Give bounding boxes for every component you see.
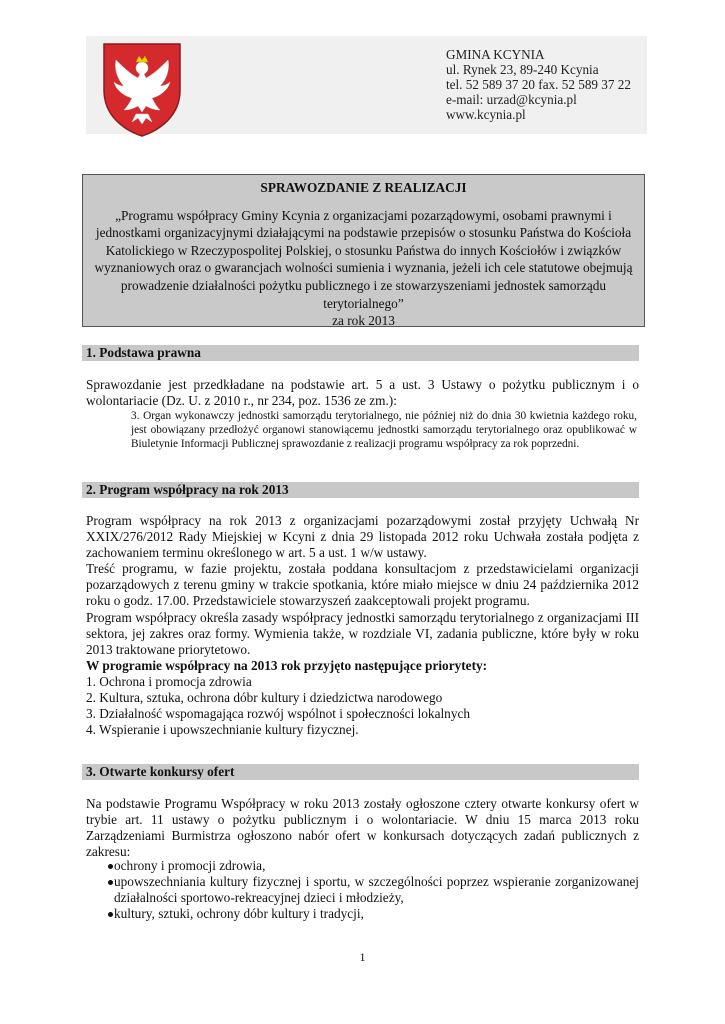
phone-fax: tel. 52 589 37 20 fax. 52 589 37 22 <box>446 77 631 92</box>
section-2-paragraph-1: Program współpracy na rok 2013 z organizacjami pozarządowymi został przyjęty Uchwałą Nr XXIX/276/2012 Rady Miejskiej w Kcyni z dnia 29 listopada 2012 roku Uchwała została podjęta z zachowaniem terminu określonego w art. 5 a ust. 1 w/w ustawy. <box>86 513 639 561</box>
section-3-paragraph-1: Na podstawie Programu Współpracy w roku 2013 zostały ogłoszone cztery otwarte konkursy ofert w trybie art. 11 ustawy o pożytku publicznym i o wolontariacie. W dniu 15 marca 2013 roku Zarządzeniami Burmistrza ogłoszono nabór ofert w konkursach dotyczących zadań publicznych z zakresu: <box>86 796 639 860</box>
section-2-heading: 2. Program współpracy na rok 2013 <box>82 482 639 498</box>
section-2-paragraph-3: Program współpracy określa zasady współpracy jednostki samorządu terytorialnego z organizacjami III sektora, jej zakres oraz formy. Wymienia także, w rozdziale VI, zadania publiczne, które były w roku 2013 traktowane priorytetowo. <box>86 609 639 657</box>
section-1-quote: 3. Organ wykonawczy jednostki samorządu terytorialnego, nie później niż do dnia 30 kwietnia każdego roku, jest obowiązany przedłożyć organowi stanowiącemu jednostki samorządu terytorialnego oraz opublikować w Biuletynie Informacji Publicznej sprawozdanie z realizacji programu współpracy za rok poprzedni. <box>131 410 637 451</box>
priority-item: 3. Działalność wspomagająca rozwój wspólnot i społeczności lokalnych <box>86 706 471 722</box>
priority-item: 2. Kultura, sztuka, ochrona dóbr kultury i dziedzictwa narodowego <box>86 690 443 706</box>
bullet-icon <box>108 864 113 869</box>
list-item <box>86 906 639 922</box>
list-item-text: upowszechniania kultury fizycznej i sportu, w szczególności poprzez wspieranie zorganizowanej działalności sportowo-rekreacyjnej dzieci i młodzieży, <box>114 874 639 906</box>
report-title-box <box>82 174 645 327</box>
website: www.kcynia.pl <box>446 107 526 122</box>
section-1-heading: 1. Podstawa prawna <box>82 345 639 361</box>
section-3-bullet-list <box>86 858 639 922</box>
institution-name: GMINA KCYNIA <box>446 47 545 62</box>
list-item <box>86 858 639 874</box>
page-number: 1 <box>359 950 366 964</box>
email: e-mail: urzad@kcynia.pl <box>446 92 577 107</box>
coat-of-arms-icon <box>100 40 184 138</box>
section-2-paragraph-2: Treść programu, w fazie projektu, została poddana konsultacjom z przedstawicielami organizacji pozarządowych z terenu gminy w trakcie spotkania, które miało miejsce w dniu 24 października 2012 roku o godz. 17.00. Przedstawiciele stowarzyszeń zaakceptowali projekt programu. <box>86 561 639 609</box>
section-2-body <box>86 513 639 738</box>
bullet-icon <box>108 880 113 885</box>
priority-item: 4. Wspieranie i upowszechnianie kultury fizycznej. <box>86 722 359 738</box>
priorities-heading: W programie współpracy na 2013 rok przyjęto następujące priorytety: <box>86 657 488 673</box>
list-item <box>86 874 639 906</box>
section-3-heading: 3. Otwarte konkursy ofert <box>82 764 639 780</box>
bullet-icon <box>108 912 113 917</box>
address: ul. Rynek 23, 89-240 Kcynia <box>446 62 599 77</box>
list-item-text: kultury, sztuki, ochrony dóbr kultury i tradycji, <box>114 906 364 922</box>
report-subtitle: „Programu współpracy Gminy Kcynia z organizacjami pozarządowymi, osobami prawnymi i jednostkami organizacyjnymi działającymi na podstawie przepisów o stosunku Państwa do Kościoła Katolickiego w Rzeczypospolitej Polskiej, o stosunku Państwa do innych Kościołów i związków wyznaniowych oraz o gwarancjach wolności sumienia i wyznania, jeżeli ich cele statutowe obejmują prowadzenie działalności pożytku publicznego i ze stowarzyszeniami jednostek samorządu terytorialnego” <box>94 207 633 311</box>
report-heading: SPRAWOZDANIE Z REALIZACJI <box>260 180 467 195</box>
section-1-intro: Sprawozdanie jest przedkładane na podstawie art. 5 a ust. 3 Ustawy o pożytku publicznym i o wolontariacie (Dz. U. z 2010 r., nr 234, poz. 1536 ze zm.): <box>86 377 639 409</box>
list-item-text: ochrony i promocji zdrowia, <box>114 858 266 873</box>
priority-item: 1. Ochrona i promocja zdrowia <box>86 673 252 689</box>
contact-block <box>446 47 631 122</box>
report-year: za rok 2013 <box>332 313 395 329</box>
